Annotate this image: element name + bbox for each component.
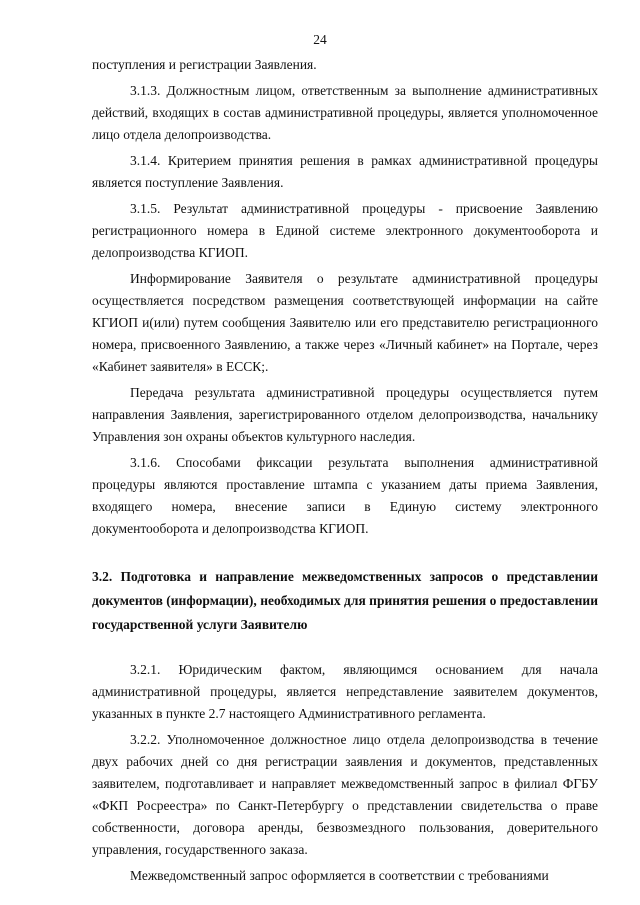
paragraph-3-1-6: 3.1.6. Способами фиксации результата выполнения административной процедуры являются проставление штампа с указанием даты приема Заявления, входящего номера, внесение записи в Единую систему электронного документооборота и делопроизводства КГИОП. [92,455,598,536]
paragraph-informing: Информирование Заявителя о результате административной процедуры осуществляется посредством размещения соответствующей информации на сайте КГИОП и(или) путем сообщения Заявителю или его представителю регистрационного номера, присвоенного Заявлению, а также через «Личный кабинет» на Портале, через «Кабинет заявителя» в ЕССК;. [92,271,598,374]
section-heading-3-2: 3.2. Подготовка и направление межведомственных запросов о представлении документов (информации), необходимых для принятия решения о предоставлении государственной услуги Заявителю [92,569,598,632]
paragraph-3-1-5: 3.1.5. Результат административной процедуры - присвоение Заявлению регистрационного номера в Единой системе электронного документооборота и делопроизводства КГИОП. [92,201,598,260]
paragraph-interagency-request: Межведомственный запрос оформляется в соответствии с требованиями [130,868,549,883]
paragraph-continuation: поступления и регистрации Заявления. [92,57,317,72]
paragraph-3-1-3: 3.1.3. Должностным лицом, ответственным за выполнение административных действий, входящих в состав административной процедуры, является уполномоченное лицо отдела делопроизводства. [92,83,598,142]
paragraph-3-1-4: 3.1.4. Критерием принятия решения в рамках административной процедуры является поступление Заявления. [92,153,598,190]
document-body [92,54,598,891]
paragraph-transfer: Передача результата административной процедуры осуществляется путем направления Заявления, зарегистрированного отделом делопроизводства, начальнику Управления зон охраны объектов культурного наследия. [92,385,598,444]
paragraph-3-2-1: 3.2.1. Юридическим фактом, являющимся основанием для начала административной процедуры, является непредставление заявителем документов, указанных в пункте 2.7 настоящего Административного регламента. [92,662,598,721]
page-number: 24 [313,32,327,47]
paragraph-3-2-2: 3.2.2. Уполномоченное должностное лицо отдела делопроизводства в течение двух рабочих дней со дня регистрации заявления и документов, представленных заявителем, подготавливает и направляет межведомственный запрос в филиал ФГБУ «ФКП Росреестра» по Санкт-Петербургу о представлении свидетельства о праве собственности, договора аренды, безвозмездного пользования, доверительного управления, государственного заказа. [92,732,598,857]
